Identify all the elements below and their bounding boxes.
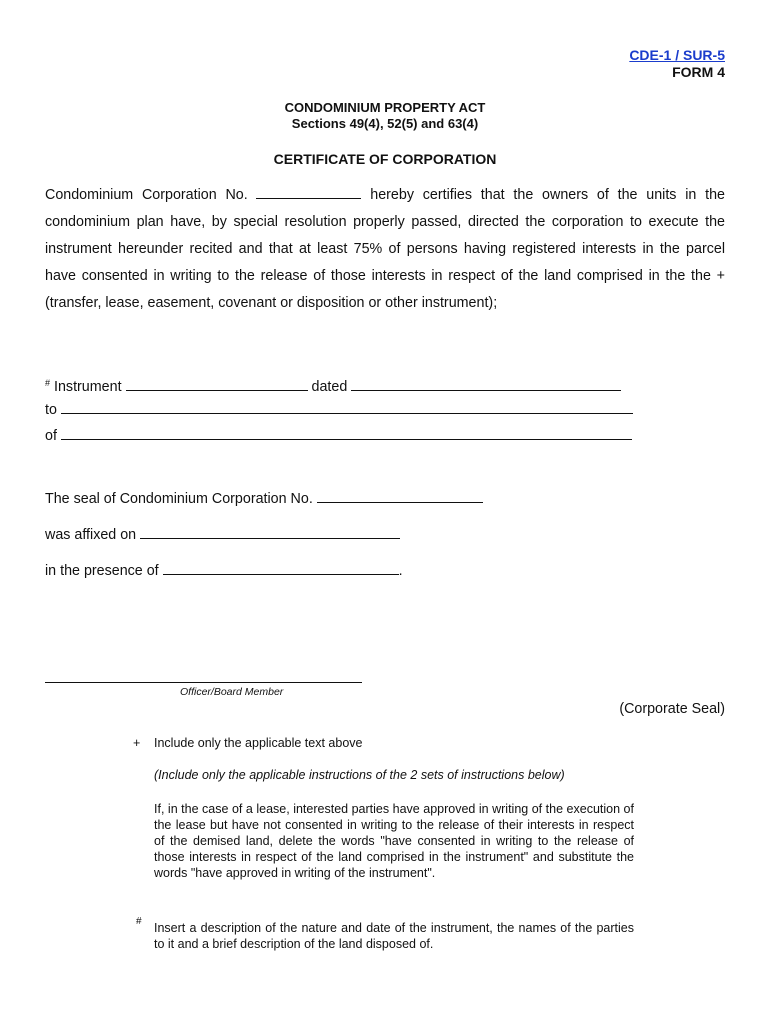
- of-label: of: [45, 428, 57, 444]
- hash-note: Insert a description of the nature and date of the instrument, the names of the parties to it and a brief description of the land disposed of.: [154, 921, 634, 951]
- affixed-row: [45, 526, 400, 544]
- instrument-row: [45, 374, 621, 396]
- presence-field[interactable]: [163, 562, 399, 575]
- seal-corporation-number-field[interactable]: [317, 490, 483, 503]
- signature-caption: Officer/Board Member: [180, 686, 284, 698]
- hash-marker: #: [45, 378, 51, 388]
- to-label: to: [45, 402, 57, 418]
- dated-label: dated: [311, 379, 348, 395]
- act-sections: Sections 49(4), 52(5) and 63(4): [291, 116, 479, 131]
- to-row: [45, 401, 633, 419]
- presence-row: [45, 562, 403, 580]
- signature-line[interactable]: [45, 682, 362, 683]
- lease-note: If, in the case of a lease, interested parties have approved in writing of the execution of the lease but have not consented in writing to the release of their interests in respect of the demised land, delete the words "have consented in writing to the release of those interests in respect of the land comprised in the instrument" and substitute the words "have approved in writing of the instrument".: [154, 802, 634, 880]
- certification-statement: [45, 182, 725, 317]
- plus-marker: +: [133, 736, 141, 750]
- of-row: [45, 427, 632, 445]
- plus-note: Include only the applicable text above: [154, 736, 363, 750]
- certificate-title: CERTIFICATE OF CORPORATION: [273, 151, 497, 167]
- seal-label: The seal of Condominium Corporation No.: [45, 491, 313, 507]
- instrument-field[interactable]: [126, 378, 308, 391]
- corporation-number-field[interactable]: [256, 186, 361, 199]
- dated-field[interactable]: [351, 378, 621, 391]
- form-number: FORM 4: [672, 64, 725, 80]
- form-code-links[interactable]: CDE-1 / SUR-5: [629, 47, 725, 63]
- presence-label: in the presence of: [45, 563, 159, 579]
- act-heading: [0, 100, 770, 132]
- affixed-label: was affixed on: [45, 527, 137, 543]
- form-codes: [629, 47, 725, 81]
- corporate-seal-label: (Corporate Seal): [619, 701, 725, 717]
- instructions-italic-note: (Include only the applicable instructions of the 2 sets of instructions below): [154, 768, 565, 782]
- to-field[interactable]: [61, 401, 633, 414]
- hash-note-marker: #: [136, 916, 142, 927]
- act-title: CONDOMINIUM PROPERTY ACT: [284, 100, 486, 115]
- affixed-date-field[interactable]: [140, 526, 400, 539]
- of-field[interactable]: [61, 427, 632, 440]
- instrument-label: Instrument: [54, 379, 122, 395]
- seal-row: [45, 490, 483, 508]
- statement-lead: Condominium Corporation No.: [45, 187, 248, 203]
- statement-body: hereby certifies that the owners of the units in the condominium plan have, by special resolution properly passed, directed the corporation to execute the instrument hereunder recited and that at least 75% of persons having registered interests in the parcel have consented in writing to the release of those interests in respect of the land comprised in the the +(transfer, lease, easement, covenant or disposition or other instrument);: [45, 187, 725, 311]
- presence-period: .: [398, 563, 403, 579]
